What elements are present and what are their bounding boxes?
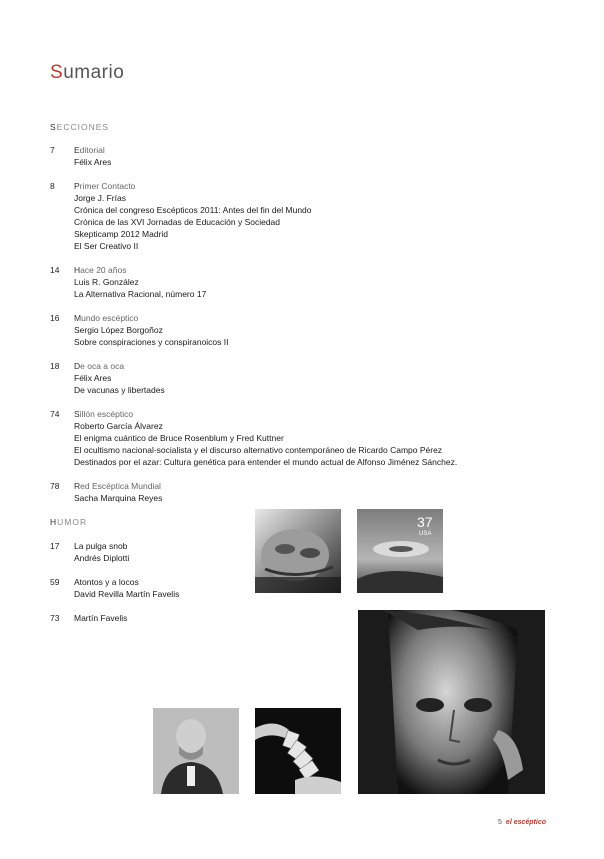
article-title: Crónica de las XVI Jornadas de Educación y Sociedad — [74, 217, 281, 227]
page-number: 14 — [50, 265, 60, 275]
face-collage-image — [255, 509, 341, 593]
woman-portrait-image — [358, 610, 545, 794]
article-title: Crónica del congreso Escépticos 2011: Antes del fin del Mundo — [74, 205, 312, 215]
article-author: Sergio López Borgoñoz — [74, 325, 163, 335]
page-number: 16 — [50, 313, 60, 323]
article-title: Destinados por el azar: Cultura genética para entender el mundo actual de Alfonso Jiménez Sánchez. — [74, 457, 458, 467]
page-number: 73 — [50, 613, 60, 623]
category-rest: undo escéptico — [81, 313, 139, 323]
section-category — [74, 144, 574, 156]
comic-title: Atontos y a locos — [74, 577, 139, 587]
article-author: Luis R. González — [74, 277, 139, 287]
category-rest: illón escéptico — [79, 409, 134, 419]
entry-body — [74, 312, 574, 348]
humor-heading-initial: H — [50, 517, 58, 527]
category-initial: R — [74, 481, 81, 491]
category-initial: S — [74, 409, 80, 419]
stamp-country: USA — [419, 531, 432, 537]
comic-author: David Revilla Martín Favelis — [74, 589, 180, 599]
section-category — [74, 360, 574, 372]
page-title — [50, 62, 124, 84]
secciones-heading — [50, 122, 109, 132]
category-initial: P — [74, 181, 80, 191]
comic-author: Martín Favelis — [74, 613, 128, 623]
article-title: El enigma cuántico de Bruce Rosenblum y Fred Kuttner — [74, 433, 284, 443]
category-initial: D — [74, 361, 81, 371]
article-author: Félix Ares — [74, 373, 112, 383]
category-initial: H — [74, 265, 81, 275]
section-category — [74, 264, 574, 276]
title-rest: umario — [63, 62, 125, 83]
article-title: El ocultismo nacional-socialista y el discurso alternativo contemporáneo de Ricardo Campo Pérez — [74, 445, 443, 455]
article-title: Skepticamp 2012 Madrid — [74, 229, 169, 239]
secciones-heading-initial: S — [50, 122, 57, 132]
page-number: 5 — [498, 819, 502, 826]
page-number: 8 — [50, 181, 55, 191]
section-category — [74, 480, 574, 492]
entry-body — [74, 264, 574, 300]
article-title: De vacunas y libertades — [74, 385, 165, 395]
article-author: Sacha Marquina Reyes — [74, 493, 163, 503]
page-number: 7 — [50, 145, 55, 155]
cards-hands-image — [255, 708, 341, 794]
comic-author: Andrés Diplotti — [74, 553, 130, 563]
category-rest: ditorial — [79, 145, 105, 155]
article-title: La Alternativa Racional, número 17 — [74, 289, 207, 299]
section-category — [74, 408, 574, 420]
article-title: El Ser Creativo II — [74, 241, 139, 251]
category-rest: ace 20 años — [80, 265, 127, 275]
secciones-heading-rest: ECCIONES — [56, 122, 110, 132]
category-rest: e oca a oca — [80, 361, 125, 371]
entry-body — [74, 180, 574, 252]
section-category — [74, 180, 574, 192]
stamp-image — [357, 509, 443, 593]
page-footer — [498, 819, 546, 826]
page-number: 59 — [50, 577, 60, 587]
freud-portrait-image — [153, 708, 239, 794]
entry-body — [74, 144, 574, 168]
humor-heading — [50, 517, 87, 527]
article-author: Félix Ares — [74, 157, 112, 167]
humor-heading-rest: UMOR — [57, 517, 88, 527]
category-initial: M — [74, 313, 82, 323]
comic-title: La pulga snob — [74, 541, 128, 551]
entry-body — [74, 480, 574, 504]
page-number: 17 — [50, 541, 60, 551]
section-category — [74, 312, 574, 324]
page-number: 78 — [50, 481, 60, 491]
article-author: Jorge J. Frías — [74, 193, 126, 203]
category-rest: rimer Contacto — [79, 181, 136, 191]
entry-body — [74, 360, 574, 396]
article-author: Roberto García Álvarez — [74, 421, 163, 431]
category-rest: ed Escéptica Mundial — [80, 481, 161, 491]
title-initial: S — [50, 62, 64, 83]
magazine-name: el escéptico — [505, 819, 546, 826]
stamp-value: 37 — [417, 514, 433, 530]
category-initial: E — [74, 145, 80, 155]
entry-body — [74, 408, 574, 468]
article-title: Sobre conspiraciones y conspiranoicos II — [74, 337, 229, 347]
page-number: 74 — [50, 409, 60, 419]
page-number: 18 — [50, 361, 60, 371]
